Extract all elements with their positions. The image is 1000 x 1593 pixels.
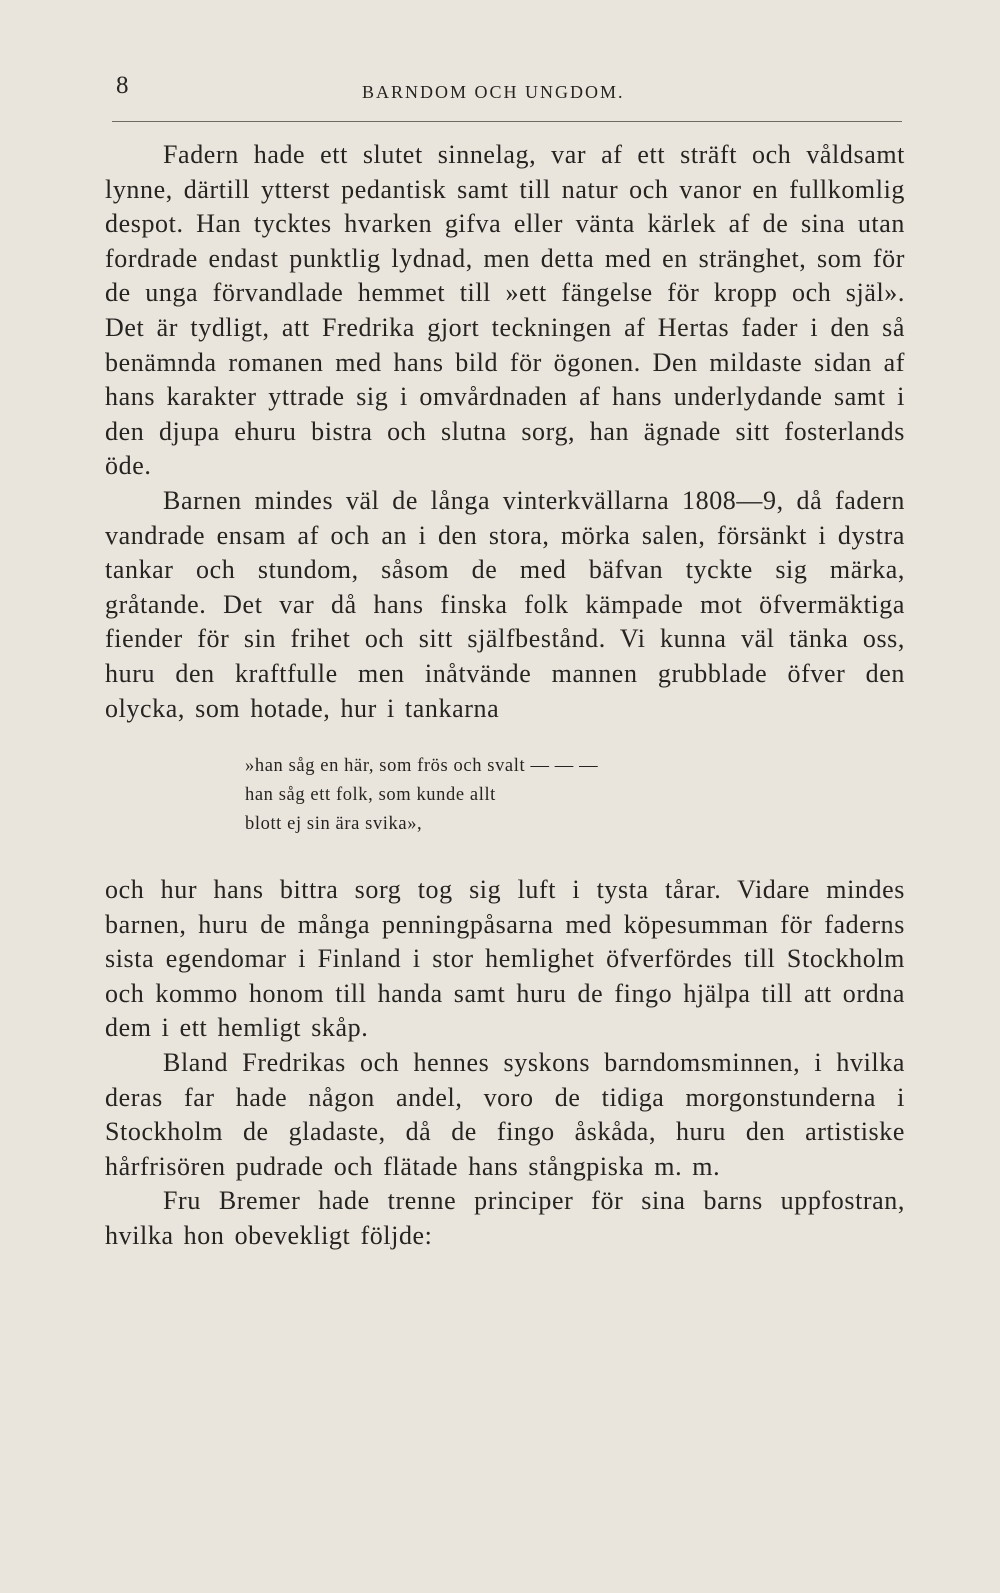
verse-line: »han såg en här, som frös och svalt — — — [245,756,599,777]
paragraph-father-temperament: Fadern hade ett slutet sinnelag, var af ett sträft och våldsamt lynne, därtill ytterst pedantisk samt till natur och vanor en fullkomlig despot. Han tycktes hvarken gifva eller vänta kärlek af de sina utan fordrade endast punktlig lydnad, men detta med en stränghet, som för de unga förvandlade hemmet till »ett fängelse för kropp och själ». Det är tydligt, att Fredrika gjort teckningen af Hertas fader i den så benämnda romanen med hans bild för ögonen. Den mildaste sidan af hans karakter yttrade sig i omvårdnaden af hans underlydande samt i den djupa ehuru bistra och slutna sorg, han ägnade sitt fosterlands öde. [105,140,905,481]
running-head [112,70,912,110]
paragraph-winter-evenings: Barnen mindes väl de långa vinterkvällarna 1808—9, då fadern vandrade ensam af och an i den stora, mörka salen, försänkt i dystra tankar och stundom, såsom de med bäfvan tyckte sig märka, gråtande. Det var då hans finska folk kämpade mot öfvermäktiga fiender för sin frihet och sitt själfbestånd. Vi kunna väl tänka oss, huru den kraftfulle men inåtvände mannen grubblade öfver den olycka, som hotade, hur i tankarna [105,485,905,723]
header-rule [112,121,902,122]
body-text [105,138,905,1254]
paragraph-continuation: och hur hans bittra sorg tog sig luft i tysta tårar. Vidare mindes barnen, huru de många penningpåsarna med köpesumman för faderns sista egendomar i Finland i stor hemlighet öfverfördes till Stockholm och kommo honom till handa samt huru de fingo hjälpa till att ordna dem i ett hemligt skåp. [105,875,905,1043]
verse-quote [245,752,905,839]
paragraph-principles: Fru Bremer hade trenne principer för sina barns uppfostran, hvilka hon obevekligt följde: [105,1186,905,1251]
paragraph-morning-memories: Bland Fredrikas och hennes syskons barndomsminnen, i hvilka deras far hade någon andel, voro de tidiga morgonstunderna i Stockholm de gladaste, då de fingo åskåda, huru den artistiske hårfrisören pudrade och flätade hans stångpiska m. m. [105,1048,905,1181]
running-title: BARNDOM OCH UNGDOM. [362,82,625,102]
page-number: 8 [116,72,129,99]
verse-line: blott ej sin ära svika», [245,814,423,835]
verse-line: han såg ett folk, som kunde allt [245,785,496,806]
